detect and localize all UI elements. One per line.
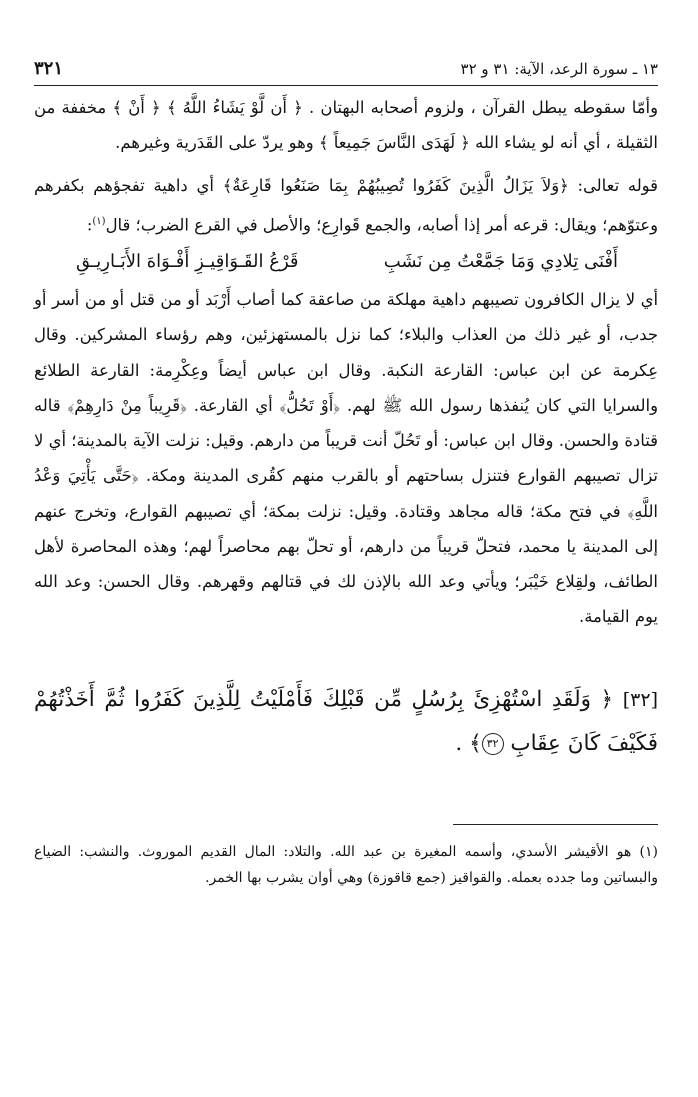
- footnote-1: (١) هو الأقيشر الأسدي، وأسمه المغيرة بن عبد الله. والتلاد: المال القديم الموروث. والنشب: الضياع والبساتين وما جدده بعمله. والقواقيز (جمع قاقوزة) وهي أوان يشرب بها الخمر.: [34, 844, 658, 887]
- paragraph-2-text: قوله تعالى: ﴿وَلاَ يَزَالُ الَّذِينَ كَفَرُوا تُصِيبُهُمْ بِمَا صَنَعُوا قَارِعَةٌ﴾ أي داهية تفجؤهم بكفرهم وعتوّهم؛ ويقال: قرعه أمر إذا أصابه، والجمع قَوارِع؛ والأصل في القرع الضرب؛ قال: [34, 176, 658, 235]
- running-title: ١٣ ـ سورة الرعد، الآية: ٣١ و ٣٢: [460, 60, 658, 78]
- verse-number: [٣٢]: [622, 689, 658, 712]
- verse-closing: ﴾ .: [455, 731, 482, 757]
- page-number: ٣٢١: [34, 58, 64, 79]
- paragraph-2: قوله تعالى: ﴿وَلاَ يَزَالُ الَّذِينَ كَفَرُوا تُصِيبُهُمْ بِمَا صَنَعُوا قَارِعَةٌ﴾ أي داهية تفجؤهم بكفرهم وعتوّهم؛ ويقال: قرعه أمر إذا أصابه، والجمع قَوارِع؛ والأصل في القرع الضرب؛ قال$^{(١)}$:: [34, 176, 658, 235]
- paragraph-3: أي لا يزال الكافرون تصيبهم داهية مهلكة من صاعقة كما أصاب أَرْبَد أو من قتل أو من أسر أو جدب، أو غير ذلك من العذاب والبلاء؛ كما نزل بالمستهزئين، وهم رؤساء المشركين. وقال عِكرمة عن ابن عباس: القارعة النكبة. وقال ابن عباس أيضاً وعِكْرِمة: القارعة الطلائع والسرايا التي كان يُنفذها رسول الله ﷺ لهم. ﴿أَوْ تَحُلُّ﴾ أي القارعة. ﴿قَرِيباً مِنْ دَارِهِمْ﴾ قاله قتادة والحسن. وقال ابن عباس: أو تَحُلّ أنت قريباً من دارهم. وقيل: نزلت الآية بالمدينة؛ أي لا تزال تصيبهم القوارع فتنزل بساحتهم أو بالقرب منهم كقُرى المدينة ومكة. ﴿حَتَّى يَأْتِيَ وَعْدُ اللَّهِ﴾ في فتح مكة؛ قاله مجاهد وقتادة. وقيل: نزلت بمكة؛ أي تصيبهم القوارع، وتخرج عنهم إلى المدينة يا محمد، فتحلّ قريباً من دارهم، أو تحلّ بهم محاصراً لهم؛ وهذه المحاصرة لأهل الطائف، ولقِلاع خَيْبَر؛ ويأتي وعد الله بالإذن لك في قتالهم وقهرهم. وقال الحسن: وعد الله يوم القيامة.: [34, 290, 658, 627]
- verse-end-mark: ٣٢: [482, 733, 504, 755]
- verse-text: ﴿ وَلَقَدِ اسْتُهْزِئَ بِرُسُلٍ مِّن قَبْلِكَ فَأَمْلَيْتُ لِلَّذِينَ كَفَرُوا ثُمَّ أَخَذْتُهُمْ فَكَيْفَ كَانَ عِقَابِ: [34, 687, 658, 757]
- poem-right-hemistich: أَفْنَى تِلادِي وَمَا جَمَّعْتُ مِن نَشَبِ: [383, 251, 618, 273]
- verse-32: [34, 678, 658, 766]
- poem-verse: [34, 242, 658, 282]
- poem-left-hemistich: قَرْعُ القَـوَاقِيـزِ أَفْـوَاهَ الأَبَـارِيـقِ: [76, 251, 299, 273]
- paragraph-1: وأمّا سقوطه يبطل القرآن ، ولزوم أصحابه البهتان . ﴿ أَن لَّوْ يَشَاءُ اللَّهُ ﴾ ﴿ أَنْ ﴾ مخففة من الثقيلة ، أي أنه لو يشاء الله ﴿ لَهَدَى النَّاسَ جَمِيعاً ﴾ وهو يردّ على القَدَرية وغيرهم.: [34, 98, 658, 153]
- footnotes: [34, 839, 658, 891]
- footnote-divider: [453, 824, 658, 825]
- main-text: [34, 86, 658, 634]
- footnote-reference: (١): [92, 215, 106, 227]
- page-header: [34, 58, 658, 86]
